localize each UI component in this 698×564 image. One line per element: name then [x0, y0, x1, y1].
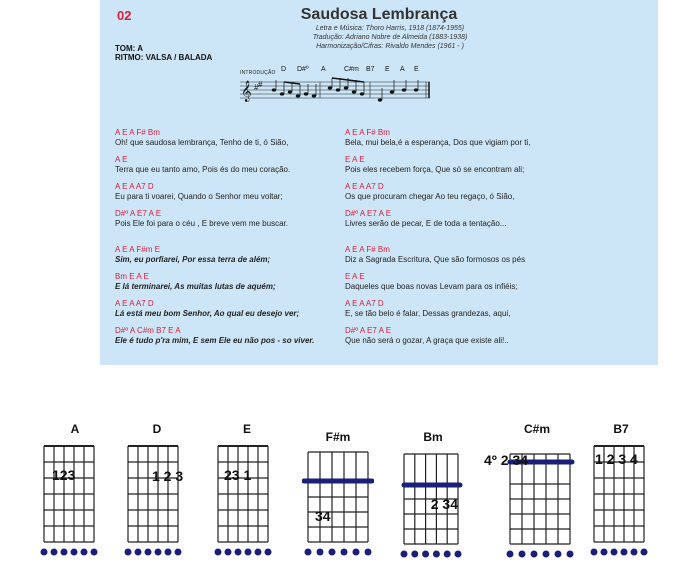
credit-lyrics: Letra e Música: Thoro Harris, 1918 (1874-1955) [315, 25, 465, 32]
chord-line: A E A A7 D [345, 182, 384, 191]
intro-chord: D#º [297, 66, 309, 73]
lyric-line: Terra que eu tanto amo, Pois és do meu coração. [115, 165, 291, 174]
intro-chord: E [385, 66, 390, 73]
chord-line: A E A A7 D [345, 299, 384, 308]
chord-line: D#º A E7 A E [115, 209, 162, 218]
intro-chord: A [400, 66, 405, 73]
intro-music-staff [240, 76, 435, 106]
chord-line: D#º A E7 A E [345, 209, 392, 218]
lyric-line: Daqueles que boas novas Levam para os infiéis; [345, 282, 518, 291]
chord-name-b7: B7 [613, 422, 629, 436]
chord-name-bm: Bm [423, 430, 443, 444]
intro-chord: A [321, 66, 326, 73]
credit-harmony: Harmonização/Cifras: Rivaldo Mendes (1961 - ) [316, 43, 464, 50]
chord-fingers-bm: 2 34 [430, 496, 458, 512]
chord-line: A E A F# Bm [115, 128, 160, 137]
chord-name-d: D [152, 422, 162, 436]
chord-diagram-a [38, 440, 104, 560]
lyric-line: Os que procuram chegar Ao teu regaço, ó Sião, [345, 192, 515, 201]
intro-chord: C#m [344, 66, 359, 73]
chord-fingers-d: 1 2 3 [152, 468, 184, 484]
chorus-line: Lá está meu bom Senhor, Ao qual eu desejo ver; [115, 309, 300, 318]
chord-line: A E [115, 155, 128, 164]
chord-name-a: A [70, 422, 80, 436]
chord-name-fsharpm: F#m [325, 430, 351, 444]
lyrics-panel [100, 0, 658, 365]
chord-fingers-fsharpm: 34 [315, 508, 331, 524]
chord-line: A E A F#m E [115, 245, 160, 254]
chord-line: E A E [345, 272, 365, 281]
song-key: TOM: A [115, 44, 143, 53]
intro-chord: D [281, 66, 287, 73]
song-rhythm: RITMO: VALSA / BALADA [115, 53, 213, 62]
chord-line: D#º A C#m B7 E A [115, 326, 181, 335]
chorus-line: E lá terminarei, As muitas lutas de aquém; [115, 282, 276, 291]
chord-line: A E A F# Bm [345, 128, 390, 137]
intro-chord: E [414, 66, 419, 73]
chord-diagram-d [122, 440, 188, 560]
lyric-line: Pois Ele foi para o céu , E breve vem me buscar. [115, 219, 288, 228]
chord-diagram-fsharpm [302, 448, 374, 560]
lyric-line: Que não será o gozar, A graça que existe ali!.. [345, 336, 509, 345]
lyric-line: Pois eles recebem força, Que só se encontram ali; [345, 165, 525, 174]
lyric-line: Livres serão de pecar, E de toda a tentação... [345, 219, 507, 228]
chord-name-e: E [242, 422, 251, 436]
chorus-line: Ele é tudo p'ra mim, E sem Ele eu não pos - so viver. [115, 336, 315, 345]
chord-diagram-e [212, 440, 278, 560]
chord-fingers-a: 123 [52, 467, 76, 483]
chord-line: Bm E A E [115, 272, 149, 281]
chord-line: A E A A7 D [115, 182, 154, 191]
svg-text:𝄞: 𝄞 [241, 81, 252, 102]
chord-name-csharpm: C#m [523, 422, 550, 436]
credit-translation: Tradução: Adriano Nobre de Almeida (1883-1938) [312, 34, 468, 41]
lyric-line: Bela, mui bela,é a esperança, Dos que vigiam por ti, [345, 138, 531, 147]
svg-text:#: # [258, 80, 263, 89]
chord-line: D#º A E7 A E [345, 326, 392, 335]
lyric-line: Eu para ti voarei, Quando o Senhor meu voltar; [115, 192, 283, 201]
chord-fingers-csharpm: 4º 2 34 [484, 452, 529, 468]
intro-label: INTRODUÇÃO [240, 70, 276, 76]
chord-line: A E A A7 D [115, 299, 154, 308]
song-title: Saudosa Lembrança [300, 6, 458, 23]
chord-line: E A E [345, 155, 365, 164]
lyric-line: E, se tão belo é falar, Dessas grandezas, aqui, [345, 309, 511, 318]
lyric-line: Diz a Sagrada Escritura, Que são formosos os pés [345, 255, 526, 264]
chord-line: A E A F# Bm [345, 245, 390, 254]
svg-text:#: # [254, 83, 259, 92]
chord-fingers-e: 23 1 [224, 467, 252, 483]
song-number: 02 [117, 8, 132, 23]
intro-chord: B7 [366, 66, 375, 73]
lyric-line: Oh! que saudosa lembrança, Tenho de ti, ó Sião, [115, 138, 289, 147]
chord-fingers-b7: 1 2 3 4 [595, 451, 638, 467]
chorus-line: Sim, eu porfiarei, Por essa terra de além; [115, 255, 271, 264]
